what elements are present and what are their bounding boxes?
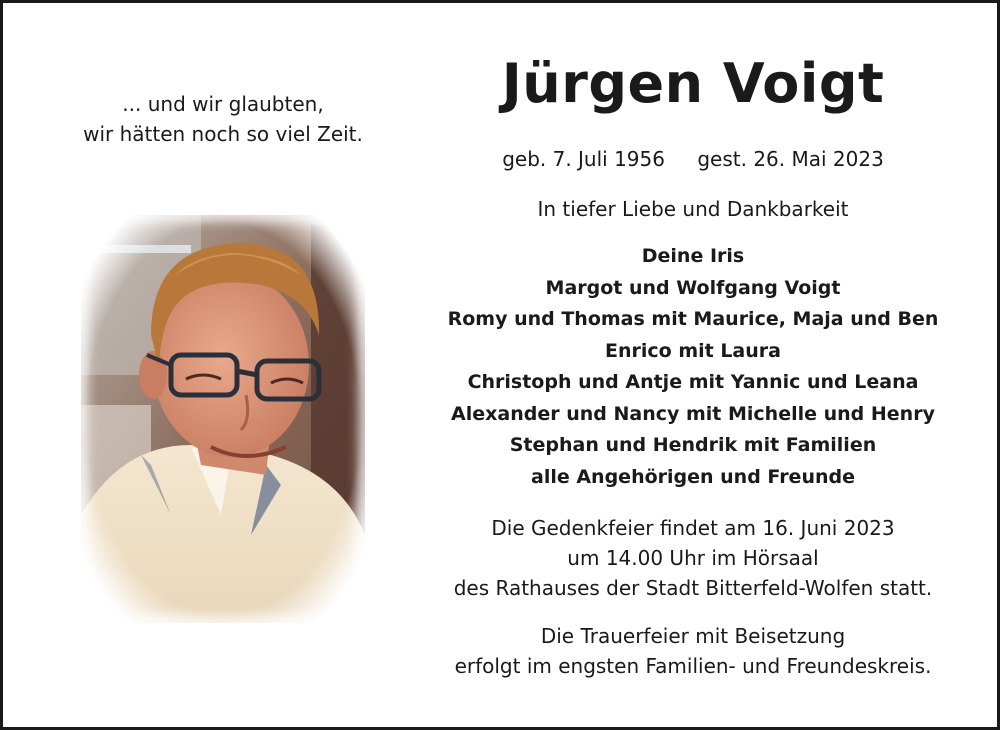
memorial-notice [383,513,1000,603]
memorial-line: des Rathauses der Stadt Bitterfeld-Wolfen statt. [453,576,933,600]
memorial-line: Die Gedenkfeier findet am 16. Juni 2023 [491,516,895,540]
mourner-line: Enrico mit Laura [605,339,781,362]
life-dates [383,145,1000,173]
deceased-name: Jürgen Voigt [501,52,885,115]
burial-notice [383,621,1000,681]
dedication-line: In tiefer Liebe und Dankbarkeit [537,197,849,221]
mourner-line: Alexander und Nancy mit Michelle und Henry [451,402,935,425]
mourner-line: Christoph und Antje mit Yannic und Leana [467,371,919,393]
mourner-line: Deine Iris [641,245,745,267]
mourner-line: Stephan und Hendrik mit Familien [509,434,877,456]
obituary-text [383,43,1000,681]
motto-quote [43,89,403,149]
mourner-line: Romy und Thomas mit Maurice, Maja und Ben [447,308,939,330]
mourner-line: Margot und Wolfgang Voigt [545,276,841,299]
birth-date: geb. 7. Juli 1956 [502,147,665,171]
burial-line: erfolgt im engsten Familien- und Freundeskreis. [454,654,932,678]
burial-line: Die Trauerfeier mit Beisetzung [540,624,846,648]
motto-line: wir hätten noch so viel Zeit. [83,122,363,146]
memorial-line: um 14.00 Uhr im Hörsaal [567,546,819,570]
death-date: gest. 26. Mai 2023 [697,147,884,171]
portrait-photo [81,215,365,623]
mourners-list [383,241,1000,493]
mourner-line: alle Angehörigen und Freunde [531,465,855,488]
motto-line: ... und wir glaubten, [122,92,324,116]
